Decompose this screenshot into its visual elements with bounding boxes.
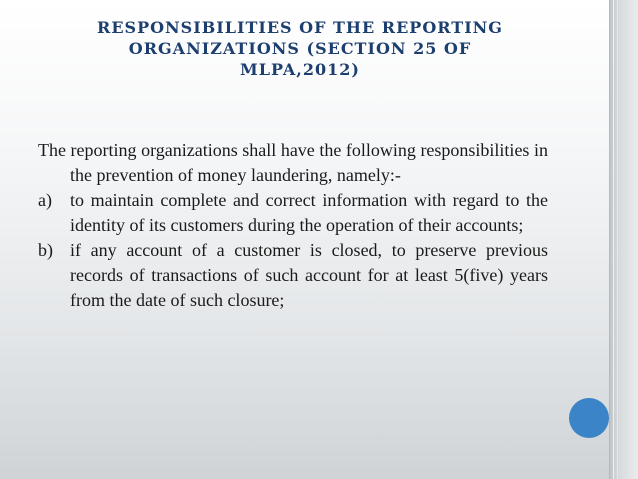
slide-body [38,138,548,313]
list-item-b [38,238,548,313]
list-item-text: if any account of a customer is closed, to preserve previous records of transactions of such account for at least 5(five) years from the date of such closure; [70,240,548,310]
slide-title [40,17,560,80]
decorative-side-bar [609,0,638,479]
list-item-text: to maintain complete and correct information with regard to the identity of its customers during the operation of their accounts; [70,190,548,235]
title-line: MLPA,2012) [240,60,360,79]
list-item-a [38,188,548,238]
decorative-circle-icon [569,398,609,438]
list-item-letter: a) [38,190,52,210]
side-bar-highlight-line [613,0,614,479]
intro-paragraph: The reporting organizations shall have the following responsibilities in the prevention of money laundering, namely:- [38,140,548,185]
side-bar-highlight-line [617,0,618,479]
title-line: ORGANIZATIONS (SECTION 25 OF [128,39,472,58]
list-item-letter: b) [38,240,53,260]
title-line: RESPONSIBILITIES OF THE REPORTING [97,18,503,37]
